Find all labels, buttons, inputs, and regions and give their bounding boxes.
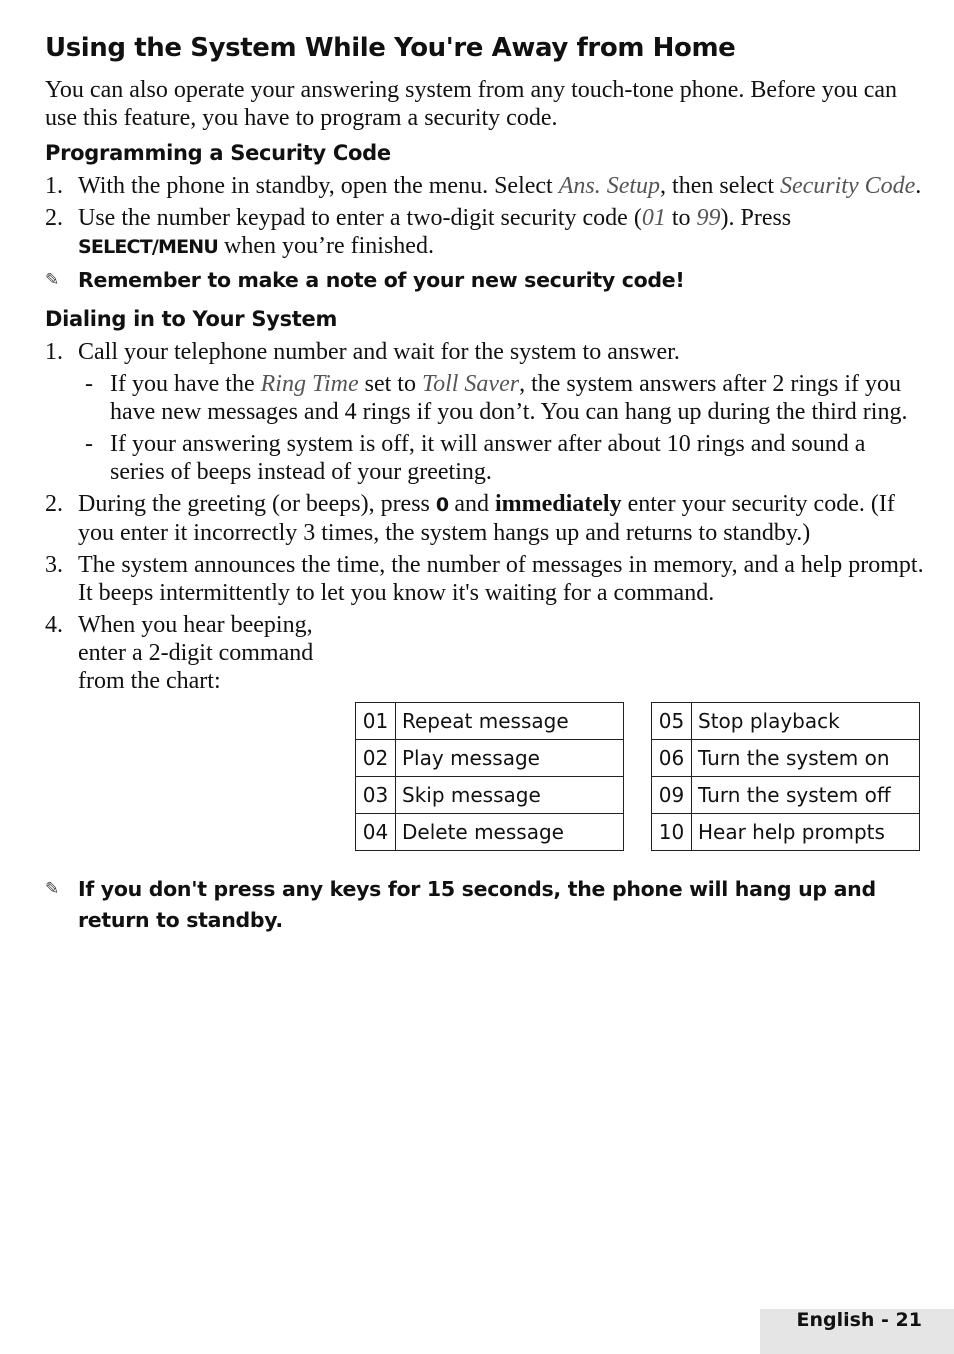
setting-toll-saver: Toll Saver: [421, 371, 520, 397]
step-text: The system announces the time, the number of messages in memory, and a help prompt. It beeps intermittently to let you know it's waiting for a command.: [78, 552, 924, 606]
command-label: Repeat message: [396, 703, 624, 740]
code-max: 99: [696, 205, 721, 231]
step-number: 1.: [45, 339, 63, 365]
dial-subitem-system-off: [85, 430, 925, 486]
command-code: 04: [356, 814, 396, 851]
table-row: [652, 777, 920, 814]
code-min: 01: [641, 205, 666, 231]
command-label: Turn the system off: [692, 777, 920, 814]
timeout-note: [45, 874, 905, 936]
note-icon: ✎: [45, 270, 59, 290]
step-text: [78, 172, 925, 200]
table-row: [356, 703, 624, 740]
command-code: 09: [652, 777, 692, 814]
dash-bullet: -: [85, 371, 93, 397]
page-title: Using the System While You're Away from Home: [45, 33, 736, 63]
command-label: Stop playback: [692, 703, 920, 740]
command-code: 06: [652, 740, 692, 777]
text-run: During the greeting (or beeps), press: [78, 491, 436, 517]
dial-subitem-ring-time: [85, 370, 925, 426]
command-label: Play message: [396, 740, 624, 777]
menu-option-security-code: Security Code: [779, 173, 916, 199]
step-number: 3.: [45, 552, 63, 578]
section-heading-security-code: Programming a Security Code: [45, 141, 391, 165]
security-step-2: [45, 204, 925, 261]
step-text: When you hear beeping, enter a 2-digit command from the chart:: [78, 612, 314, 694]
note-text: Remember to make a note of your new security code!: [78, 268, 685, 292]
text-run: With the phone in standby, open the menu. Select: [78, 173, 559, 199]
dial-step-3: [45, 551, 925, 607]
step-text: [78, 490, 925, 547]
setting-ring-time: Ring Time: [260, 371, 359, 397]
command-label: Skip message: [396, 777, 624, 814]
dial-step-4: [45, 611, 345, 695]
manual-page: [45, 30, 925, 699]
text-run: .: [915, 173, 922, 199]
text-run: to: [665, 205, 697, 231]
table-row: [652, 814, 920, 851]
command-label: Delete message: [396, 814, 624, 851]
command-table-left: [355, 702, 624, 851]
note-text: If you don't press any keys for 15 seconds, the phone will hang up and return to standby.: [78, 877, 876, 932]
subitem-text: If your answering system is off, it will answer after about 10 rings and sound a series of beeps instead of your greeting.: [110, 431, 866, 485]
command-code: 10: [652, 814, 692, 851]
dash-bullet: -: [85, 431, 93, 457]
command-code: 02: [356, 740, 396, 777]
table-row: [652, 740, 920, 777]
table-row: [356, 777, 624, 814]
command-label: Turn the system on: [692, 740, 920, 777]
text-run: If you have the: [110, 371, 261, 397]
text-run: , then select: [660, 173, 780, 199]
table-row: [356, 814, 624, 851]
text-run: set to: [358, 371, 422, 397]
text-run: enter your security code. (If you enter it incorrectly 3 times, the system hangs up and returns to standby.): [78, 491, 895, 546]
text-run: Use the number keypad to enter a two-digit security code (: [78, 205, 642, 231]
step-number: 2.: [45, 205, 63, 231]
dial-step-1: [45, 338, 925, 366]
menu-option-ans-setup: Ans. Setup: [558, 173, 661, 199]
command-code: 05: [652, 703, 692, 740]
text-run: when you’re finished.: [218, 233, 434, 259]
table-row: [356, 740, 624, 777]
note-icon: ✎: [45, 879, 59, 899]
security-step-1: [45, 172, 925, 200]
dial-step-2: [45, 490, 925, 547]
table-row: [652, 703, 920, 740]
step-number: 4.: [45, 612, 63, 638]
command-code: 03: [356, 777, 396, 814]
key-select-menu: SELECT/MENU: [78, 236, 219, 258]
text-run: ). Press: [720, 205, 792, 231]
command-code: 01: [356, 703, 396, 740]
command-label: Hear help prompts: [692, 814, 920, 851]
security-note: [45, 265, 925, 296]
command-table-right: [651, 702, 920, 851]
intro-paragraph: You can also operate your answering system from any touch-tone phone. Before you can use this feature, you have to program a security code.: [45, 77, 897, 131]
emphasis-immediately: immediately: [494, 491, 622, 517]
subitem-text: [110, 370, 925, 426]
text-run: , the system answers after 2 rings if you have new messages and 4 rings if you don’t. You can hang up during the third ring.: [110, 371, 908, 425]
text-run: and: [448, 491, 495, 517]
step-text: Call your telephone number and wait for the system to answer.: [78, 339, 680, 365]
page-footer: English - 21: [760, 1309, 954, 1354]
step-number: 2.: [45, 491, 63, 517]
step-number: 1.: [45, 173, 63, 199]
section-heading-dialing-in: Dialing in to Your System: [45, 307, 338, 331]
key-zero: 0: [435, 494, 449, 516]
step-text: [78, 204, 925, 261]
